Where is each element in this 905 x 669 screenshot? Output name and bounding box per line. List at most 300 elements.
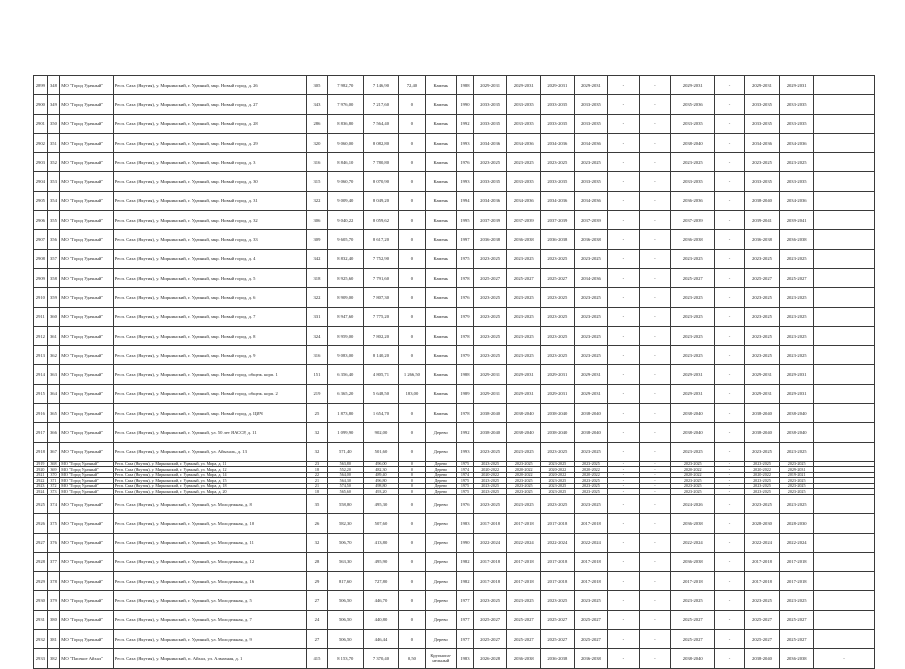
cell-row-number: 2900: [34, 95, 48, 114]
table-row: [34, 230, 875, 249]
cell-row-number: 2932: [34, 630, 48, 649]
cell-term-6: -: [639, 489, 670, 495]
cell-build-year: 1988: [457, 365, 474, 384]
cell-term-6: -: [639, 630, 670, 649]
cell-term-4: 2020-2022: [574, 467, 608, 473]
cell-term-1: 2025-2027: [473, 610, 507, 629]
cell-term-10: 2029-2031: [780, 365, 814, 384]
cell-term-7: 2025-2027: [671, 268, 715, 287]
cell-area-total: 32: [306, 423, 327, 442]
cell-term-6: -: [639, 478, 670, 484]
cell-wall-material: Дерево: [425, 478, 456, 484]
cell-item-number: 348: [47, 76, 60, 95]
cell-area-living: 446,70: [363, 591, 399, 610]
cell-row-number: 2905: [34, 191, 48, 210]
cell-area-nonliving: 0: [399, 230, 425, 249]
cell-municipality: МО "Город Удачный": [60, 365, 114, 384]
cell-row-number: 2907: [34, 230, 48, 249]
cell-term-11: [813, 533, 874, 552]
cell-term-8: -: [715, 533, 744, 552]
cell-term-4: 2023-2025: [574, 307, 608, 326]
cell-term-6: -: [639, 230, 670, 249]
cell-row-number: 2914: [34, 365, 48, 384]
cell-term-7: 2023-2025: [671, 591, 715, 610]
cell-term-1: 2020-2022: [473, 467, 507, 473]
cell-term-9: 2023-2025: [744, 483, 780, 489]
cell-term-7: 2036-2038: [671, 230, 715, 249]
cell-term-8: -: [715, 211, 744, 230]
cell-term-5: -: [608, 483, 639, 489]
cell-term-1: 2017-2018: [473, 572, 507, 591]
cell-term-7: 2029-2031: [671, 384, 715, 403]
cell-municipality: МО "Город Удачный": [60, 346, 114, 365]
cell-term-3: 2023-2025: [541, 494, 575, 513]
cell-term-5: -: [608, 630, 639, 649]
cell-term-9: 2038-2040: [744, 423, 780, 442]
cell-build-year: 1976: [457, 288, 474, 307]
cell-address: Респ. Саха (Якутия), у. Мирнинский, г. Удачный, мкр. Новый город, д. 8: [113, 326, 306, 345]
cell-address: Респ. Саха (Якутия), у. Мирнинский, г. Удачный, мкр. Новый город, д. 30: [113, 172, 306, 191]
cell-term-8: -: [715, 552, 744, 571]
table-row: [34, 95, 875, 114]
cell-municipality: МО "Город Удачный": [60, 423, 114, 442]
cell-wall-material: Дерево: [425, 610, 456, 629]
cell-term-8: -: [715, 478, 744, 484]
cell-area-total: 27: [306, 630, 327, 649]
cell-term-3: 2023-2025: [541, 288, 575, 307]
cell-area-total: 26: [306, 514, 327, 533]
cell-term-11: [813, 95, 874, 114]
cell-term-3: 2023-2025: [541, 307, 575, 326]
cell-term-5: -: [608, 610, 639, 629]
cell-address: Респ. Саха (Якутия), у. Мирнинский, г. Удачный, ул. Молодежная, д. 16: [113, 572, 306, 591]
cell-term-7: 2035-2036: [671, 95, 715, 114]
cell-item-number: 355: [47, 211, 60, 230]
cell-term-6: -: [639, 211, 670, 230]
cell-area-nonliving: 0: [399, 423, 425, 442]
cell-term-11: [813, 494, 874, 513]
cell-term-9: 2017-2018: [744, 572, 780, 591]
cell-term-1: 2034-2036: [473, 191, 507, 210]
cell-build-year: 1975: [457, 489, 474, 495]
cell-term-10: 2019-2021: [780, 472, 814, 478]
cell-term-2: 2036-2038: [507, 649, 541, 668]
cell-municipality: МО "Город Удачный": [60, 552, 114, 571]
cell-term-7: 2023-2025: [671, 461, 715, 467]
cell-term-6: -: [639, 172, 670, 191]
cell-area-nonliving: 0: [399, 211, 425, 230]
cell-term-8: -: [715, 572, 744, 591]
cell-term-3: 2037-2039: [541, 211, 575, 230]
cell-term-10: 2023-2025: [780, 346, 814, 365]
cell-term-2: 2038-2040: [507, 423, 541, 442]
cell-build-year: 1992: [457, 423, 474, 442]
cell-term-2: 2029-2031: [507, 365, 541, 384]
cell-term-3: 2022-2024: [541, 533, 575, 552]
cell-term-2: 2020-2022: [507, 472, 541, 478]
cell-term-3: 2023-2025: [541, 489, 575, 495]
cell-area-total: 24: [306, 610, 327, 629]
cell-term-8: -: [715, 467, 744, 473]
cell-term-4: 2037-2039: [574, 211, 608, 230]
cell-area-total: 342: [306, 249, 327, 268]
cell-area-nonliving: 0: [399, 572, 425, 591]
cell-address: Респ. Саха (Якутия), у. Мирнинский, г. Удачный, ул. Айыхаль, д. 13: [113, 442, 306, 461]
cell-term-6: -: [639, 153, 670, 172]
cell-municipality: МО "Город Удачный": [60, 489, 114, 495]
cell-term-7: 2036-2038: [671, 514, 715, 533]
table-row: [34, 610, 875, 629]
cell-wall-material: Дерево: [425, 467, 456, 473]
cell-address: Респ. Саха (Якутия), у. Мирнинский, г. Удачный, ул. Мира, д. 11: [113, 461, 306, 467]
cell-term-1: 2025-2027: [473, 268, 507, 287]
cell-term-5: -: [608, 461, 639, 467]
cell-row-number: 2918: [34, 442, 48, 461]
table-row: [34, 514, 875, 533]
cell-address: Респ. Саха (Якутия), у. Мирнинский, г. Удачный, ул. Молодежная, д. 11: [113, 533, 306, 552]
cell-wall-material: Дерево: [425, 630, 456, 649]
cell-term-3: 2036-2038: [541, 649, 575, 668]
cell-term-6: -: [639, 610, 670, 629]
cell-term-4: 2033-2035: [574, 114, 608, 133]
cell-row-number: 2924: [34, 489, 48, 495]
cell-term-9: 2038-2040: [744, 404, 780, 423]
cell-term-8: -: [715, 191, 744, 210]
cell-term-5: -: [608, 76, 639, 95]
cell-area-nonliving: 0: [399, 478, 425, 484]
cell-row-number: 2908: [34, 249, 48, 268]
cell-build-year: 1975: [457, 461, 474, 467]
cell-term-7: 2037-2039: [671, 211, 715, 230]
cell-term-6: -: [639, 191, 670, 210]
cell-term-3: 2023-2025: [541, 326, 575, 345]
cell-term-2: 2023-2025: [507, 461, 541, 467]
cell-term-4: 2023-2025: [574, 591, 608, 610]
cell-term-10: 2023-2025: [780, 461, 814, 467]
cell-term-6: -: [639, 95, 670, 114]
cell-area-living: 7 775,20: [363, 307, 399, 326]
cell-term-9: 2023-2025: [744, 326, 780, 345]
table-row: [34, 442, 875, 461]
cell-term-1: 2023-2025: [473, 249, 507, 268]
cell-term-6: -: [639, 533, 670, 552]
cell-wall-material: Дерево: [425, 533, 456, 552]
cell-term-11: [813, 191, 874, 210]
cell-build-year: 1975: [457, 483, 474, 489]
cell-area-total: 324: [306, 326, 327, 345]
cell-build-year: 1994: [457, 191, 474, 210]
cell-address: Респ. Саха (Якутия), у. Мирнинский, г. Удачный, мкр. Новый город, д. 9: [113, 346, 306, 365]
cell-term-5: -: [608, 346, 639, 365]
cell-address: Респ. Саха (Якутия), у. Мирнинский, г. Удачный, мкр. Новый город, д. 3: [113, 153, 306, 172]
cell-term-5: -: [608, 423, 639, 442]
cell-term-2: 2038-2040: [507, 404, 541, 423]
cell-area-total: 25: [306, 404, 327, 423]
cell-area-premises: 9 060,70: [327, 172, 363, 191]
cell-item-number: 357: [47, 249, 60, 268]
cell-item-number: 366: [47, 423, 60, 442]
cell-row-number: 2926: [34, 514, 48, 533]
cell-term-9: 2022-2024: [744, 533, 780, 552]
cell-term-9: 2033-2035: [744, 114, 780, 133]
cell-term-7: 2020-2022: [671, 472, 715, 478]
table-row: [34, 384, 875, 403]
cell-term-6: -: [639, 467, 670, 473]
cell-term-11: [813, 76, 874, 95]
cell-area-living: 7 217,60: [363, 95, 399, 114]
table-row: [34, 630, 875, 649]
cell-address: Респ. Саха (Якутия), у. Мирнинский, г. Удачный, мкр. Новый город, д. 27: [113, 95, 306, 114]
cell-term-9: 2029-2031: [744, 365, 780, 384]
cell-term-10: 2023-2025: [780, 307, 814, 326]
cell-address: Респ. Саха (Якутия), у. Мирнинский, г. Удачный, ул. Мира, д. 18: [113, 483, 306, 489]
cell-municipality: МО "Город Удачный": [60, 591, 114, 610]
table-row: [34, 572, 875, 591]
cell-term-9: 2020-2022: [744, 472, 780, 478]
cell-address: Респ. Саха (Якутия), у. Мирнинский, г. Удачный, мкр. Новый город, д. ЦИЧ: [113, 404, 306, 423]
cell-term-11: [813, 133, 874, 152]
cell-item-number: 359: [47, 288, 60, 307]
cell-term-8: -: [715, 326, 744, 345]
cell-term-4: 2023-2025: [574, 346, 608, 365]
cell-wall-material: Камень: [425, 172, 456, 191]
cell-term-7: 2033-2035: [671, 172, 715, 191]
cell-row-number: 2917: [34, 423, 48, 442]
cell-area-nonliving: 0: [399, 404, 425, 423]
cell-term-1: 2023-2025: [473, 483, 507, 489]
cell-term-11: [813, 249, 874, 268]
cell-term-10: 2038-2040: [780, 404, 814, 423]
cell-term-7: 2023-2025: [671, 489, 715, 495]
cell-municipality: МО "Город Удачный": [60, 472, 114, 478]
cell-item-number: 358: [47, 268, 60, 287]
cell-row-number: 2930: [34, 591, 48, 610]
cell-term-8: -: [715, 95, 744, 114]
cell-area-total: 286: [306, 114, 327, 133]
cell-term-2: 2025-2027: [507, 630, 541, 649]
cell-area-living: 7 146,90: [363, 76, 399, 95]
cell-term-6: -: [639, 384, 670, 403]
cell-term-2: 2017-2018: [507, 514, 541, 533]
cell-municipality: МО "Город Удачный": [60, 461, 114, 467]
cell-area-living: 7 564,40: [363, 114, 399, 133]
cell-area-total: 343: [306, 95, 327, 114]
cell-area-total: 23: [306, 461, 327, 467]
cell-wall-material: Камень: [425, 365, 456, 384]
cell-build-year: 1990: [457, 95, 474, 114]
cell-term-6: -: [639, 472, 670, 478]
cell-term-8: -: [715, 288, 744, 307]
cell-area-living: 413,80: [363, 533, 399, 552]
cell-build-year: 1977: [457, 610, 474, 629]
cell-area-nonliving: 0: [399, 442, 425, 461]
cell-term-8: -: [715, 172, 744, 191]
cell-area-premises: 565,60: [327, 489, 363, 495]
cell-row-number: 2923: [34, 483, 48, 489]
cell-wall-material: Дерево: [425, 483, 456, 489]
cell-term-3: 2023-2025: [541, 346, 575, 365]
cell-term-7: 2029-2031: [671, 365, 715, 384]
cell-term-7: 2023-2025: [671, 307, 715, 326]
cell-build-year: 1979: [457, 307, 474, 326]
cell-term-2: 2034-2036: [507, 191, 541, 210]
cell-term-4: 2023-2025: [574, 483, 608, 489]
cell-area-nonliving: 72,40: [399, 76, 425, 95]
cell-term-1: 2023-2025: [473, 346, 507, 365]
cell-term-7: 2023-2025: [671, 153, 715, 172]
cell-area-premises: 8 925,60: [327, 268, 363, 287]
cell-area-nonliving: 0: [399, 172, 425, 191]
cell-wall-material: Дерево: [425, 472, 456, 478]
cell-term-11: -: [813, 649, 874, 668]
cell-municipality: МО "Город Удачный": [60, 95, 114, 114]
cell-row-number: 2920: [34, 467, 48, 473]
cell-term-4: 2023-2025: [574, 249, 608, 268]
cell-term-2: 2023-2025: [507, 307, 541, 326]
cell-area-living: 8 059,62: [363, 211, 399, 230]
table-row: [34, 552, 875, 571]
cell-term-11: [813, 442, 874, 461]
cell-term-3: 2025-2027: [541, 268, 575, 287]
cell-term-11: [813, 230, 874, 249]
cell-build-year: 1993: [457, 442, 474, 461]
cell-term-6: -: [639, 288, 670, 307]
cell-term-5: -: [608, 268, 639, 287]
cell-term-6: -: [639, 268, 670, 287]
cell-area-premises: 8 846,10: [327, 153, 363, 172]
cell-term-9: 2033-2035: [744, 95, 780, 114]
cell-term-2: 2023-2025: [507, 442, 541, 461]
cell-term-1: 2033-2035: [473, 114, 507, 133]
cell-term-9: 2023-2025: [744, 494, 780, 513]
cell-area-total: 219: [306, 384, 327, 403]
cell-term-9: 2034-2036: [744, 133, 780, 152]
cell-term-2: 2023-2025: [507, 591, 541, 610]
cell-municipality: МО "Город Удачный": [60, 307, 114, 326]
cell-term-10: 2023-2025: [780, 489, 814, 495]
cell-term-4: 2034-2036: [574, 268, 608, 287]
cell-wall-material: Камень: [425, 326, 456, 345]
cell-build-year: 1974: [457, 472, 474, 478]
cell-term-1: 2023-2025: [473, 326, 507, 345]
table-row: [34, 326, 875, 345]
cell-municipality: МО "Город Удачный": [60, 326, 114, 345]
cell-term-10: 2029-2031: [780, 467, 814, 473]
cell-area-total: 320: [306, 133, 327, 152]
cell-term-11: [813, 384, 874, 403]
cell-term-9: 2023-2025: [744, 478, 780, 484]
cell-area-total: 27: [306, 591, 327, 610]
cell-area-premises: 9 009,40: [327, 191, 363, 210]
cell-term-5: -: [608, 649, 639, 668]
cell-term-9: 2023-2025: [744, 461, 780, 467]
cell-term-3: 2025-2027: [541, 610, 575, 629]
cell-build-year: 1988: [457, 76, 474, 95]
cell-area-total: 305: [306, 76, 327, 95]
cell-term-8: -: [715, 76, 744, 95]
cell-term-1: 2038-2040: [473, 404, 507, 423]
cell-term-11: [813, 552, 874, 571]
cell-item-number: 368: [47, 461, 60, 467]
cell-term-3: 2029-2031: [541, 365, 575, 384]
cell-municipality: МО "Город Удачный": [60, 494, 114, 513]
cell-term-9: 2023-2025: [744, 249, 780, 268]
cell-term-10: 2023-2025: [780, 483, 814, 489]
cell-row-number: 2899: [34, 76, 48, 95]
cell-area-nonliving: 0: [399, 249, 425, 268]
cell-term-1: 2029-2031: [473, 365, 507, 384]
cell-area-total: 151: [306, 365, 327, 384]
cell-term-1: 2020-2022: [473, 472, 507, 478]
cell-term-9: 2023-2025: [744, 153, 780, 172]
cell-area-nonliving: 183,00: [399, 384, 425, 403]
cell-municipality: МО "Город Удачный": [60, 133, 114, 152]
cell-term-3: 2023-2025: [541, 442, 575, 461]
cell-area-living: 727,80: [363, 572, 399, 591]
cell-term-1: 2023-2025: [473, 494, 507, 513]
cell-municipality: МО "Город Удачный": [60, 533, 114, 552]
cell-term-2: 2033-2035: [507, 172, 541, 191]
cell-item-number: 374: [47, 494, 60, 513]
cell-term-7: 2038-2040: [671, 423, 715, 442]
cell-term-5: -: [608, 591, 639, 610]
cell-term-5: -: [608, 365, 639, 384]
cell-term-8: -: [715, 404, 744, 423]
cell-term-10: 2036-2038: [780, 649, 814, 668]
cell-item-number: 379: [47, 591, 60, 610]
cell-term-10: 2023-2025: [780, 591, 814, 610]
cell-area-premises: 564,30: [327, 478, 363, 484]
cell-term-5: -: [608, 95, 639, 114]
cell-term-1: 2023-2025: [473, 442, 507, 461]
cell-term-5: -: [608, 472, 639, 478]
cell-area-living: 7 791,60: [363, 268, 399, 287]
cell-address: Респ. Саха (Якутия), у. Мирнинский, г. Удачный, ул. Мира, д. 12: [113, 467, 306, 473]
cell-municipality: МО "Город Удачный": [60, 191, 114, 210]
cell-term-3: 2033-2035: [541, 95, 575, 114]
cell-area-living: 8 070,90: [363, 172, 399, 191]
cell-term-1: 2033-2035: [473, 95, 507, 114]
cell-municipality: МО "Город Удачный": [60, 249, 114, 268]
cell-wall-material: Дерево: [425, 461, 456, 467]
cell-term-10: 2033-2035: [780, 114, 814, 133]
table-row: [34, 211, 875, 230]
cell-term-6: -: [639, 76, 670, 95]
cell-term-7: 2029-2031: [671, 76, 715, 95]
cell-term-10: 2028-2030: [780, 514, 814, 533]
cell-item-number: 361: [47, 326, 60, 345]
cell-term-1: 2036-2038: [473, 230, 507, 249]
cell-term-4: 2023-2025: [574, 478, 608, 484]
cell-term-10: 2023-2025: [780, 288, 814, 307]
cell-term-5: -: [608, 552, 639, 571]
cell-wall-material: Дерево: [425, 442, 456, 461]
cell-wall-material: Камень: [425, 95, 456, 114]
cell-build-year: 1982: [457, 572, 474, 591]
cell-term-9: 2023-2025: [744, 442, 780, 461]
cell-term-9: 2025-2027: [744, 610, 780, 629]
cell-term-7: 2033-2035: [671, 114, 715, 133]
cell-term-10: 2036-2038: [780, 230, 814, 249]
cell-term-4: 2025-2027: [574, 630, 608, 649]
cell-area-total: 315: [306, 172, 327, 191]
cell-build-year: 1977: [457, 591, 474, 610]
cell-build-year: 1989: [457, 384, 474, 403]
cell-build-year: 1983: [457, 649, 474, 668]
cell-row-number: 2909: [34, 268, 48, 287]
cell-area-living: 496,00: [363, 461, 399, 467]
cell-term-4: 2034-2036: [574, 133, 608, 152]
